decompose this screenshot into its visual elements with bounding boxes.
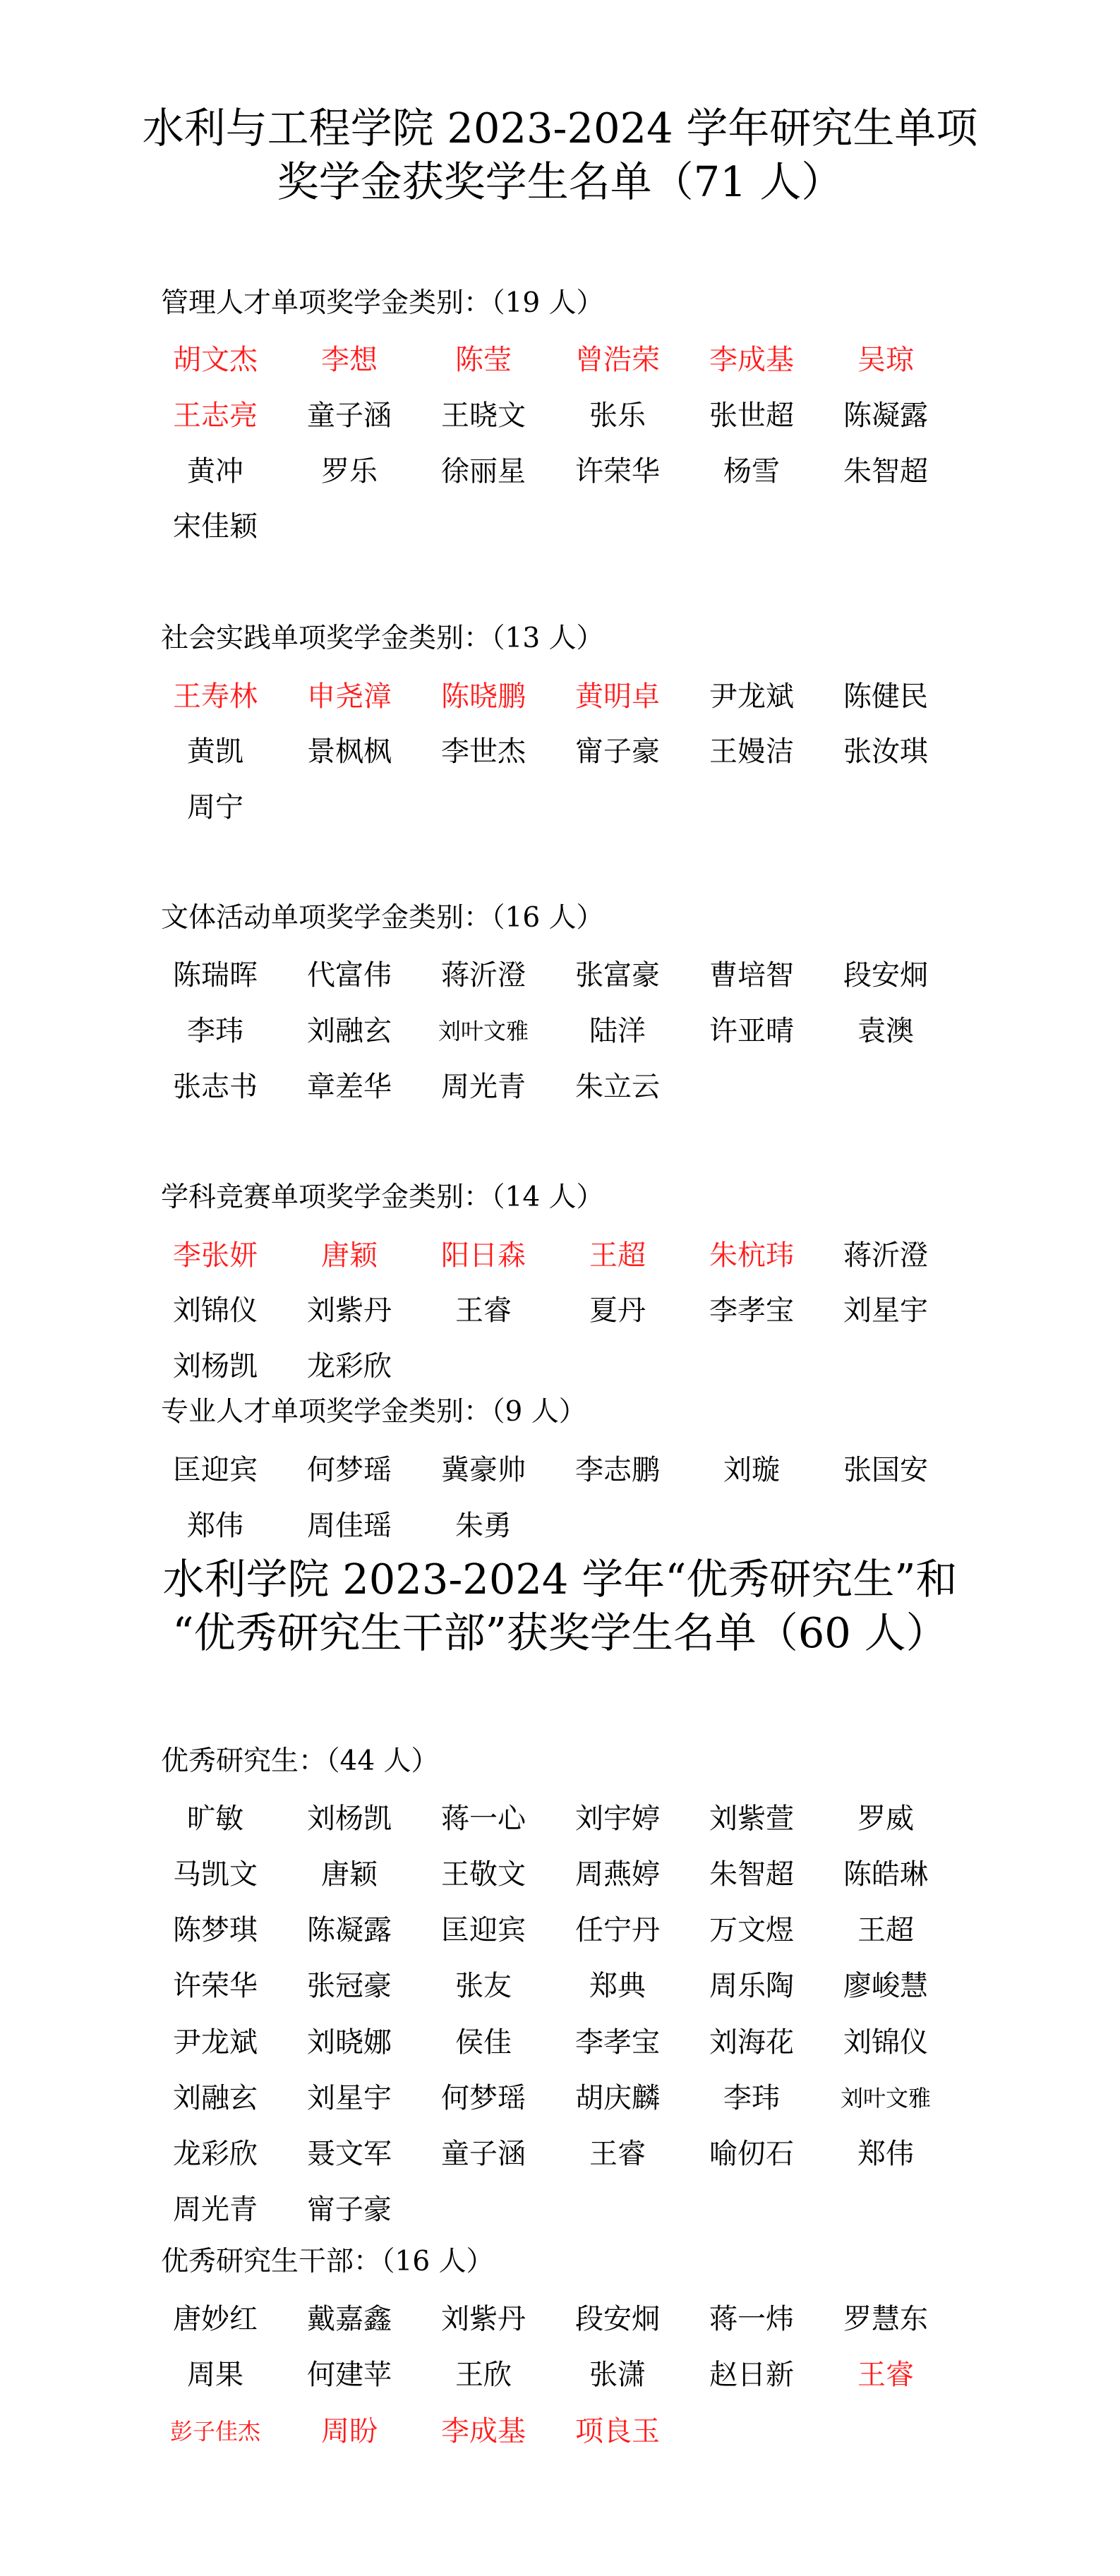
- section-heading-management: 管理人才单项奖学金类别：（19 人）: [161, 287, 604, 319]
- student-name: 陈凝露: [843, 399, 928, 432]
- name-row: [0, 2189, 1120, 2231]
- student-name: 刘杨凯: [307, 1802, 392, 1835]
- student-name: 侯佳: [455, 2026, 512, 2059]
- student-name: 周盼: [321, 2415, 378, 2448]
- student-name: 戴嘉鑫: [307, 2303, 392, 2335]
- student-name: 李想: [321, 344, 378, 376]
- student-name: 尹龙斌: [709, 680, 794, 713]
- student-name: 胡文杰: [173, 344, 258, 376]
- student-name: 聂文军: [307, 2138, 392, 2170]
- student-name: 周宁: [187, 791, 243, 824]
- name-row: [0, 1449, 1120, 1491]
- student-name: 王超: [857, 1914, 914, 1946]
- student-name: 段安炯: [575, 2303, 660, 2335]
- student-name: 周乐陶: [709, 1970, 794, 2002]
- student-name: 马凯文: [173, 1858, 258, 1891]
- student-name: 周佳瑶: [307, 1510, 392, 1542]
- student-name: 刘海花: [709, 2026, 794, 2059]
- section-heading-excellent-cadre: 优秀研究生干部：（16 人）: [161, 2246, 494, 2277]
- name-row: [0, 1066, 1120, 1108]
- student-name: 刘锦仪: [173, 1294, 258, 1327]
- name-row: [0, 339, 1120, 381]
- student-name: 刘紫丹: [441, 2303, 526, 2335]
- student-name: 刘融玄: [307, 1015, 392, 1047]
- student-name: 李孝宝: [575, 2026, 660, 2059]
- title-1-line-1: 水利与工程学院 2023-2024 学年研究生单项: [142, 104, 978, 152]
- name-row: [0, 1798, 1120, 1840]
- name-row: [0, 675, 1120, 718]
- student-name: 陈莹: [455, 344, 512, 376]
- student-name: 万文煜: [709, 1914, 794, 1946]
- student-name: 唐颖: [321, 1858, 378, 1891]
- student-name: 唐妙红: [173, 2303, 258, 2335]
- name-row: [0, 2410, 1120, 2452]
- student-name: 张国安: [843, 1454, 928, 1486]
- student-name: 蒋一心: [441, 1802, 526, 1835]
- name-row: [0, 1234, 1120, 1277]
- student-name: 甯子豪: [307, 2193, 392, 2226]
- name-row: [0, 2021, 1120, 2064]
- student-name: 张潇: [589, 2359, 646, 2391]
- student-name: 刘宇婷: [575, 1802, 660, 1835]
- student-name: 刘锦仪: [843, 2026, 928, 2059]
- title-1-line-2: 奖学金获奖学生名单（71 人）: [277, 157, 843, 206]
- student-name: 王睿: [857, 2359, 914, 2391]
- student-name: 龙彩欣: [307, 1350, 392, 1383]
- student-name: 李成基: [441, 2415, 526, 2448]
- student-name: 尹龙斌: [173, 2026, 258, 2059]
- name-row: [0, 1853, 1120, 1896]
- student-name: 何建苹: [307, 2359, 392, 2391]
- student-name: 何梦瑶: [307, 1454, 392, 1486]
- student-name: 周果: [187, 2359, 243, 2391]
- student-name: 阳日森: [441, 1239, 526, 1272]
- student-name: 刘紫萱: [709, 1802, 794, 1835]
- student-name: 徐丽星: [441, 455, 526, 488]
- student-name: 甯子豪: [575, 735, 660, 768]
- title-2-line-2: “优秀研究生干部”获奖学生名单（60 人）: [172, 1608, 948, 1657]
- student-name: 喻仞石: [709, 2138, 794, 2170]
- name-row: [0, 954, 1120, 997]
- student-name: 王睿: [455, 1294, 512, 1327]
- student-name: 郑典: [589, 1970, 646, 2002]
- name-row: [0, 1289, 1120, 1332]
- student-name: 刘星宇: [843, 1294, 928, 1327]
- student-name: 张志书: [173, 1071, 258, 1103]
- student-name: 夏丹: [589, 1294, 646, 1327]
- name-row: [0, 2133, 1120, 2175]
- student-name: 张汝琪: [843, 735, 928, 768]
- student-name: 任宁丹: [575, 1914, 660, 1946]
- student-name: 王志亮: [173, 399, 258, 432]
- student-name: 罗威: [857, 1802, 914, 1835]
- student-name: 项良玉: [575, 2415, 660, 2448]
- name-row: [0, 1965, 1120, 2007]
- student-name: 彭子佳杰: [169, 2418, 260, 2445]
- name-row: [0, 2354, 1120, 2396]
- student-name: 朱杭玮: [709, 1239, 794, 1272]
- student-name: 王超: [589, 1239, 646, 1272]
- student-name: 陈晓鹏: [441, 680, 526, 713]
- student-name: 李孝宝: [709, 1294, 794, 1327]
- student-name: 朱智超: [843, 455, 928, 488]
- section-heading-arts-sports: 文体活动单项奖学金类别：（16 人）: [161, 902, 604, 934]
- student-name: 童子涵: [441, 2138, 526, 2170]
- student-name: 刘叶文雅: [840, 2085, 931, 2112]
- student-name: 匡迎宾: [441, 1914, 526, 1946]
- student-name: 曾浩荣: [575, 344, 660, 376]
- student-name: 蒋沂澄: [843, 1239, 928, 1272]
- student-name: 李世杰: [441, 735, 526, 768]
- student-name: 陈凝露: [307, 1914, 392, 1946]
- student-name: 朱勇: [455, 1510, 512, 1542]
- student-name: 冀豪帅: [441, 1454, 526, 1486]
- student-name: 朱智超: [709, 1858, 794, 1891]
- student-name: 王欣: [455, 2359, 512, 2391]
- student-name: 刘晓娜: [307, 2026, 392, 2059]
- name-row: [0, 1010, 1120, 1052]
- name-row: [0, 2298, 1120, 2340]
- student-name: 申尧漳: [307, 680, 392, 713]
- student-name: 郑伟: [187, 1510, 243, 1542]
- student-name: 王敬文: [441, 1858, 526, 1891]
- student-name: 王睿: [589, 2138, 646, 2170]
- student-name: 李志鹏: [575, 1454, 660, 1486]
- student-name: 刘叶文雅: [438, 1018, 529, 1045]
- student-name: 许荣华: [575, 455, 660, 488]
- student-name: 刘璇: [723, 1454, 780, 1486]
- student-name: 胡庆麟: [575, 2082, 660, 2114]
- student-name: 袁澳: [857, 1015, 914, 1047]
- student-name: 张友: [455, 1970, 512, 2002]
- name-row: [0, 730, 1120, 773]
- student-name: 唐颖: [321, 1239, 378, 1272]
- name-row: [0, 1345, 1120, 1388]
- student-name: 陈梦琪: [173, 1914, 258, 1946]
- student-name: 段安炯: [843, 959, 928, 992]
- student-name: 赵日新: [709, 2359, 794, 2391]
- student-name: 王嫚洁: [709, 735, 794, 768]
- student-name: 陆洋: [589, 1015, 646, 1047]
- student-name: 罗乐: [321, 455, 378, 488]
- section-heading-excellent-student: 优秀研究生：（44 人）: [161, 1745, 439, 1777]
- student-name: 杨雪: [723, 455, 780, 488]
- student-name: 陈皓琳: [843, 1858, 928, 1891]
- student-name: 王寿林: [173, 680, 258, 713]
- student-name: 章差华: [307, 1071, 392, 1103]
- student-name: 陈健民: [843, 680, 928, 713]
- student-name: 曹培智: [709, 959, 794, 992]
- student-name: 周燕婷: [575, 1858, 660, 1891]
- student-name: 李张妍: [173, 1239, 258, 1272]
- student-name: 许荣华: [173, 1970, 258, 2002]
- student-name: 童子涵: [307, 399, 392, 432]
- student-name: 代富伟: [307, 959, 392, 992]
- student-name: 黄凯: [187, 735, 243, 768]
- student-name: 黄明卓: [575, 680, 660, 713]
- student-name: 刘杨凯: [173, 1350, 258, 1383]
- student-name: 李成基: [709, 344, 794, 376]
- student-name: 李玮: [723, 2082, 780, 2114]
- name-row: [0, 786, 1120, 829]
- section-heading-competition: 学科竞赛单项奖学金类别：（14 人）: [161, 1181, 604, 1213]
- student-name: 黄冲: [187, 455, 243, 488]
- name-row: [0, 505, 1120, 548]
- student-name: 张乐: [589, 399, 646, 432]
- name-row: [0, 2077, 1120, 2119]
- section-heading-social-practice: 社会实践单项奖学金类别：（13 人）: [161, 622, 604, 654]
- section-heading-professional: 专业人才单项奖学金类别：（9 人）: [161, 1396, 586, 1428]
- student-name: 刘融玄: [173, 2082, 258, 2114]
- name-row: [0, 450, 1120, 493]
- student-name: 周光青: [441, 1071, 526, 1103]
- student-name: 何梦瑶: [441, 2082, 526, 2114]
- student-name: 刘紫丹: [307, 1294, 392, 1327]
- student-name: 蒋一炜: [709, 2303, 794, 2335]
- name-row: [0, 1909, 1120, 1951]
- student-name: 张冠豪: [307, 1970, 392, 2002]
- student-name: 张富豪: [575, 959, 660, 992]
- student-name: 张世超: [709, 399, 794, 432]
- student-name: 李玮: [187, 1015, 243, 1047]
- student-name: 蒋沂澄: [441, 959, 526, 992]
- student-name: 许亚晴: [709, 1015, 794, 1047]
- name-row: [0, 395, 1120, 437]
- student-name: 匡迎宾: [173, 1454, 258, 1486]
- student-name: 刘星宇: [307, 2082, 392, 2114]
- student-name: 朱立云: [575, 1071, 660, 1103]
- student-name: 王晓文: [441, 399, 526, 432]
- student-name: 罗慧东: [843, 2303, 928, 2335]
- title-2-line-1: 水利学院 2023-2024 学年“优秀研究生”和: [162, 1555, 958, 1603]
- student-name: 郑伟: [857, 2138, 914, 2170]
- student-name: 廖峻慧: [843, 1970, 928, 2002]
- student-name: 陈瑞晖: [173, 959, 258, 992]
- student-name: 宋佳颖: [173, 510, 258, 543]
- student-name: 景枫枫: [307, 735, 392, 768]
- student-name: 吴琼: [857, 344, 914, 376]
- student-name: 旷敏: [187, 1802, 243, 1835]
- student-name: 周光青: [173, 2193, 258, 2226]
- name-row: [0, 1505, 1120, 1547]
- student-name: 龙彩欣: [173, 2138, 258, 2170]
